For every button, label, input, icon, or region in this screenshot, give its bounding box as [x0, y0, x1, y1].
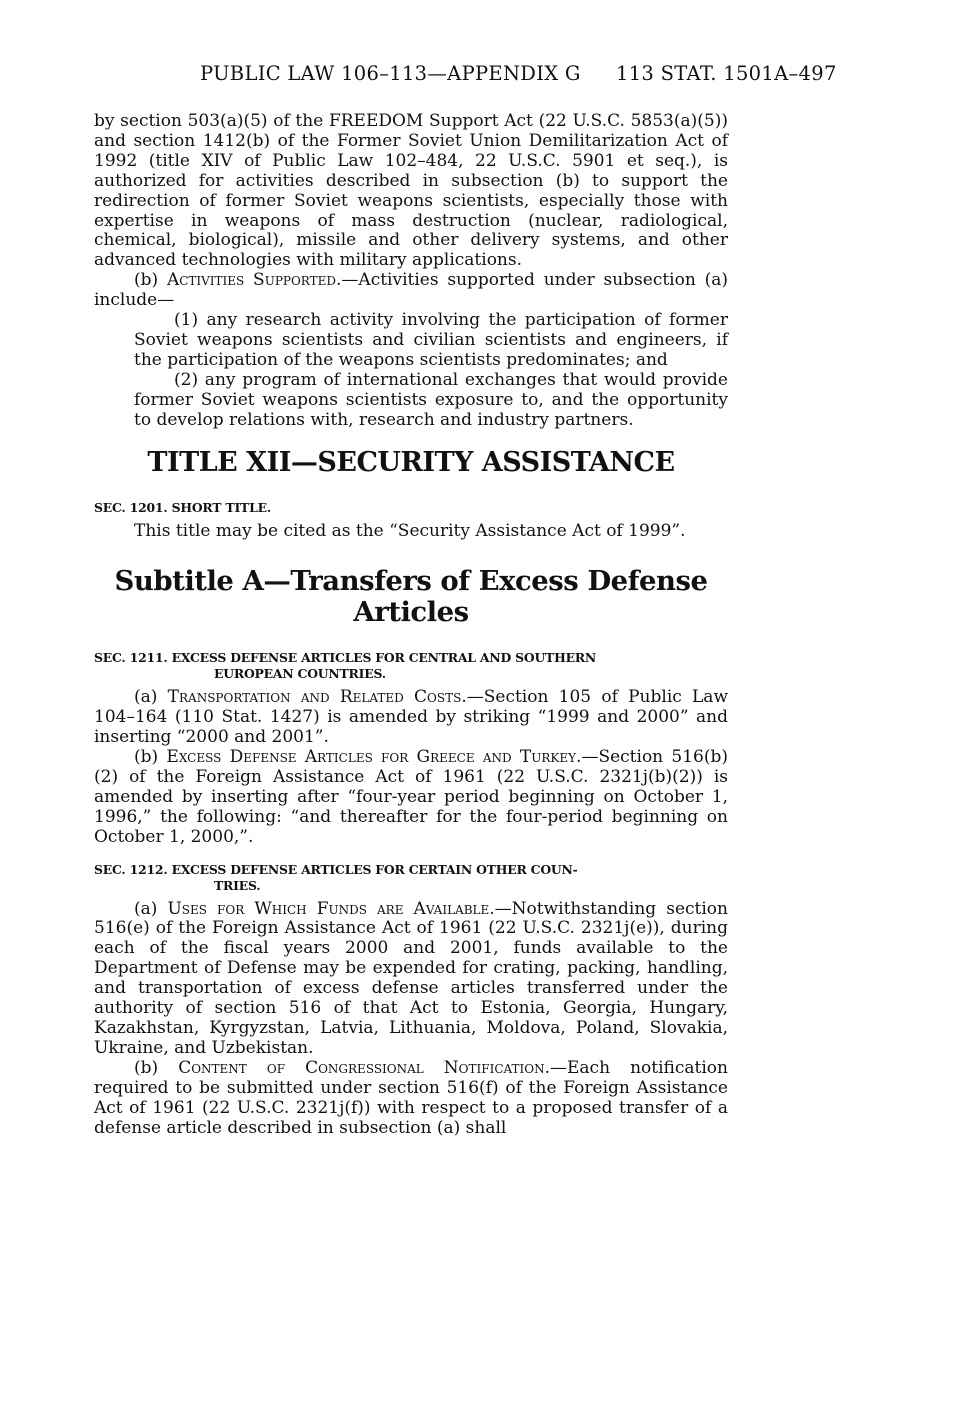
sec-1211-b-text: —Section 516(b)(2) of the Foreign Assistance Act of 1961 (22 U.S.C. 2321j(b)(2)) is amended by inserting after “four-year period beginning on October 1, 1996,” the following: “and thereafter for the four-period beginning on October 1, 2000,”. [94, 747, 728, 847]
sec-1212-b-heading: Content of Congressional Notification. [178, 1057, 551, 1078]
subtitle-a-line-1: Subtitle A—Transfers of Excess Defense [114, 565, 708, 598]
sec-1201-heading: SEC. 1201. SHORT TITLE. [94, 500, 271, 516]
activities-list [94, 311, 728, 430]
subtitle-a-heading [94, 566, 728, 628]
activities-label: (b) [134, 270, 167, 291]
sec-1212-a-label: (a) [134, 898, 168, 919]
sec-1212-b-text: —Each notification required to be submitted under section 516(f) of the Foreign Assistance Act of 1961 (22 U.S.C. 2321j(f)) with respect to a proposed transfer of a defense article described in subsection (a) shall [94, 1057, 728, 1138]
subtitle-a-line-2: Articles [353, 596, 469, 629]
title-xii-heading: TITLE XII—SECURITY ASSISTANCE [147, 446, 675, 478]
activities-supported-paragraph [94, 271, 728, 311]
sec-1211-a-label: (a) [134, 687, 168, 708]
sec-1211-b-heading: Excess Defense Articles for Greece and Turkey. [166, 747, 582, 768]
body-column [94, 112, 728, 1138]
sec-1211-heading-first: SEC. 1211. EXCESS DEFENSE ARTICLES FOR CENTRAL AND SOUTHERN [94, 650, 597, 666]
sec-1211-a-heading: Transportation and Related Costs. [167, 687, 467, 708]
sec-1211-heading [94, 650, 728, 682]
sec-1211-b-paragraph [94, 748, 728, 848]
list-item: (1) any research activity involving the participation of former Soviet weapons scientists and civilian scientists and engineers, if the participation of the weapons scientists predominates; and [134, 310, 728, 370]
sec-1212-a-text: —Notwithstanding section 516(e) of the Foreign Assistance Act of 1961 (22 U.S.C. 2321j(e)), during each of the fiscal years 2000 and 2001, funds available to the Department of Defense may be expended for crating, packing, handling, and transportation of excess defense articles transferred under the authority of section 516 of that Act to Estonia, Georgia, Hungary, Kazakhstan, Kyrgyzstan, Latvia, Lithuania, Moldova, Poland, Slovakia, Ukraine, and Uzbekistan. [94, 898, 728, 1058]
sec-1212-heading-cont: TRIES. [214, 877, 261, 893]
sec-1212-b-paragraph [94, 1059, 728, 1139]
sec-1211-b-label: (b) [134, 747, 167, 768]
list-item: (2) any program of international exchanges that would provide former Soviet weapons scientists exposure to, and the opportunity to develop relations with, research and industry partners. [134, 369, 728, 430]
activities-heading: Activities Supported. [166, 270, 342, 291]
activities-text: —Activities supported under subsection (a) include— [94, 270, 728, 311]
statute-page-number: 113 STAT. 1501A–497 [616, 62, 837, 85]
sec-1212-a-heading: Uses for Which Funds are Available. [167, 898, 495, 919]
sec-1212-a-paragraph [94, 900, 728, 1059]
sec-1201-text: This title may be cited as the “Security Assistance Act of 1999”. [134, 521, 686, 542]
sec-1211-a-text: —Section 105 of Public Law 104–164 (110 Stat. 1427) is amended by striking “1999 and 2000” and inserting “2000 and 2001”. [94, 687, 728, 748]
intro-paragraph: by section 503(a)(5) of the FREEDOM Support Act (22 U.S.C. 5853(a)(5)) and section 1412(b) of the Former Soviet Union Demilitarization Act of 1992 (title XIV of Public Law 102–484, 22 U.S.C. 5901 et seq.), is authorized for activities described in subsection (b) to support the redirection of former Soviet weapons scientists, especially those with expertise in weapons of mass destruction (nuclear, radiological, chemical, biological), missile and other delivery systems, and other advanced technologies with military applications. [94, 111, 728, 271]
sec-1211-a-paragraph [94, 688, 728, 748]
sec-1211-heading-cont: EUROPEAN COUNTRIES. [214, 666, 386, 682]
sec-1212-heading [94, 862, 728, 894]
sec-1212-b-label: (b) [134, 1057, 179, 1078]
sec-1212-heading-first: SEC. 1212. EXCESS DEFENSE ARTICLES FOR CERTAIN OTHER COUN- [94, 861, 578, 877]
public-law-header: PUBLIC LAW 106–113—APPENDIX G [200, 62, 581, 85]
